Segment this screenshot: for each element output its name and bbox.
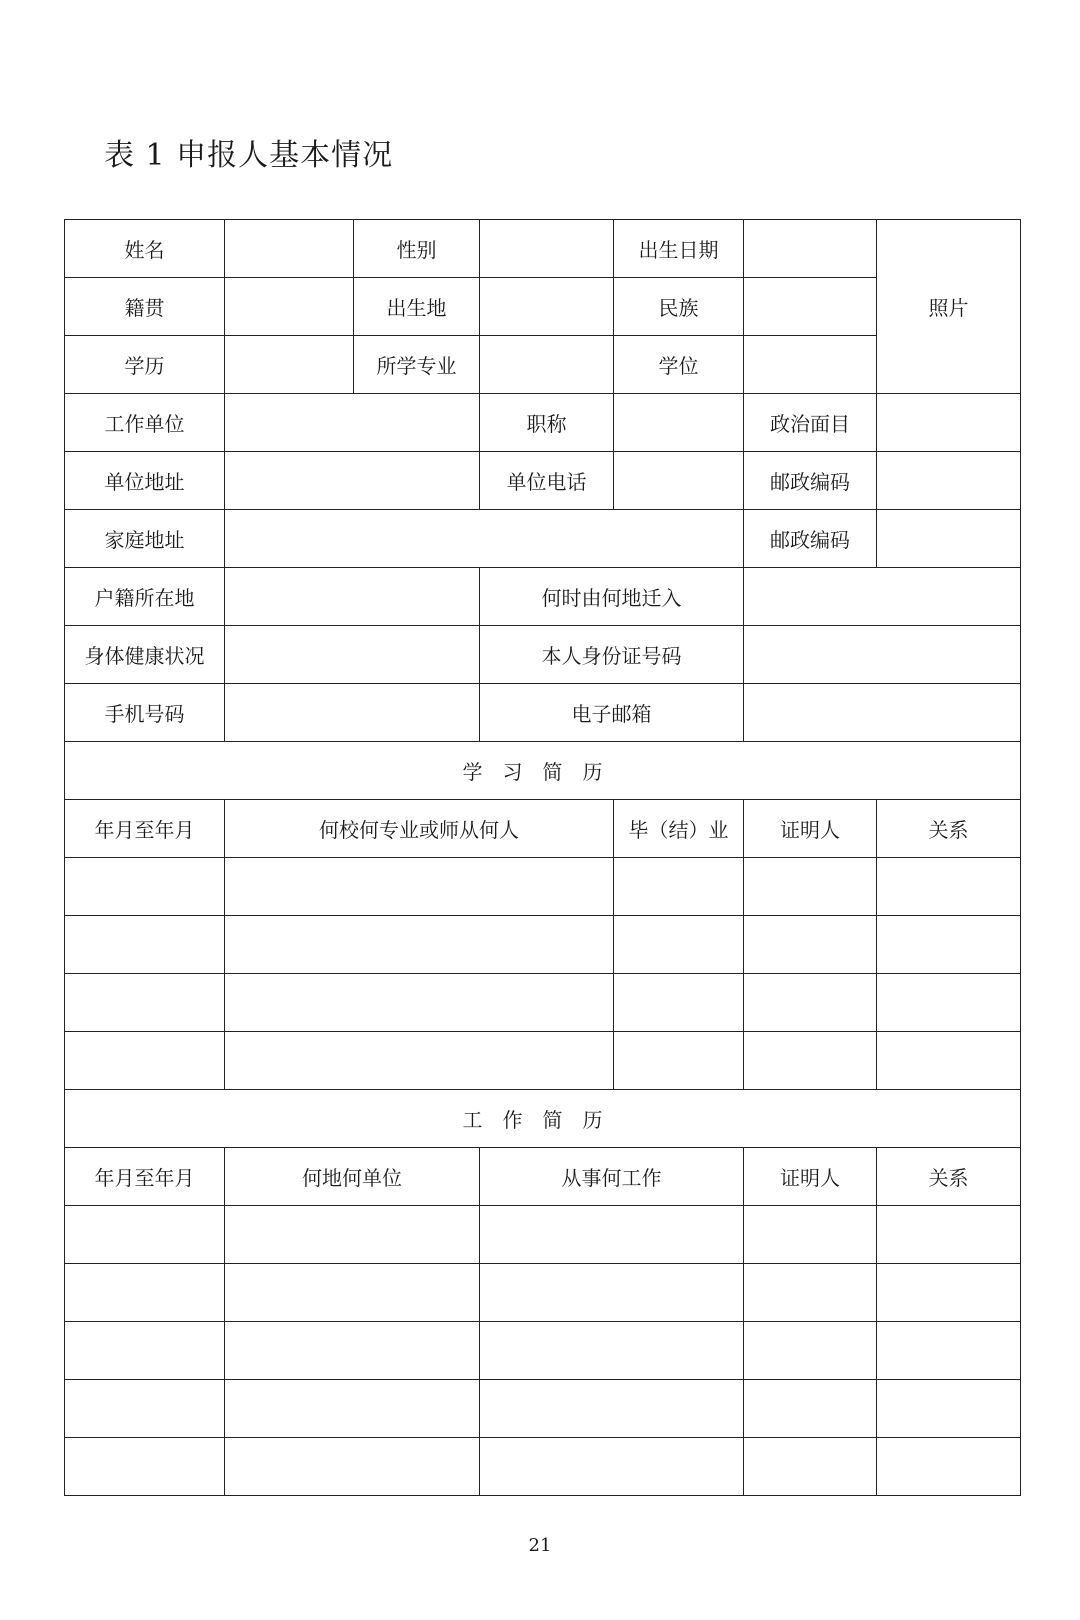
study-row [65,858,1021,916]
work-relation-cell[interactable] [877,1322,1021,1380]
study-school-cell[interactable] [225,858,614,916]
page-number: 21 [528,1535,552,1556]
work-period-cell[interactable] [65,1206,225,1264]
label-mobile: 手机号码 [65,684,225,742]
study-witness-cell[interactable] [744,1032,877,1090]
label-name: 姓名 [65,220,225,278]
study-relation-cell[interactable] [877,1032,1021,1090]
input-email[interactable] [744,684,1021,742]
work-row [65,1322,1021,1380]
input-work-unit[interactable] [225,394,480,452]
work-period-cell[interactable] [65,1264,225,1322]
study-header-period: 年月至年月 [65,800,225,858]
work-header-witness: 证明人 [744,1148,877,1206]
study-graduation-cell[interactable] [614,974,744,1032]
work-period-cell[interactable] [65,1322,225,1380]
table-row [65,626,1021,684]
study-graduation-cell[interactable] [614,858,744,916]
photo-cell: 照片 [877,220,1021,394]
label-education: 学历 [65,336,225,394]
label-id-number: 本人身份证号码 [480,626,744,684]
work-header-job: 从事何工作 [480,1148,744,1206]
label-major: 所学专业 [354,336,480,394]
work-witness-cell[interactable] [744,1438,877,1496]
work-header-relation: 关系 [877,1148,1021,1206]
applicant-info-table [64,219,1021,1496]
label-native-place: 籍贯 [65,278,225,336]
label-home-address: 家庭地址 [65,510,225,568]
work-place-cell[interactable] [225,1380,480,1438]
label-birth-date: 出生日期 [614,220,744,278]
input-title-rank[interactable] [614,394,744,452]
input-health-status[interactable] [225,626,480,684]
work-period-cell[interactable] [65,1438,225,1496]
study-period-cell[interactable] [65,916,225,974]
input-unit-phone[interactable] [614,452,744,510]
work-place-cell[interactable] [225,1264,480,1322]
input-gender[interactable] [480,220,614,278]
study-header-graduation: 毕（结）业 [614,800,744,858]
label-move-in-info: 何时由何地迁入 [480,568,744,626]
label-ethnicity: 民族 [614,278,744,336]
work-relation-cell[interactable] [877,1264,1021,1322]
work-relation-cell[interactable] [877,1438,1021,1496]
input-mobile[interactable] [225,684,480,742]
input-unit-address[interactable] [225,452,480,510]
table-row [65,452,1021,510]
study-graduation-cell[interactable] [614,916,744,974]
work-relation-cell[interactable] [877,1206,1021,1264]
input-id-number[interactable] [744,626,1021,684]
work-job-cell[interactable] [480,1322,744,1380]
work-job-cell[interactable] [480,1438,744,1496]
label-title-rank: 职称 [480,394,614,452]
work-history-heading: 工作简历 [65,1090,1021,1148]
study-relation-cell[interactable] [877,858,1021,916]
study-header-school: 何校何专业或师从何人 [225,800,614,858]
work-place-cell[interactable] [225,1438,480,1496]
label-gender: 性别 [354,220,480,278]
input-home-address[interactable] [225,510,744,568]
work-header-period: 年月至年月 [65,1148,225,1206]
work-place-cell[interactable] [225,1206,480,1264]
label-unit-phone: 单位电话 [480,452,614,510]
input-political-status[interactable] [877,394,1021,452]
table-row [65,220,1021,278]
work-witness-cell[interactable] [744,1322,877,1380]
input-birth-date[interactable] [744,220,877,278]
work-job-cell[interactable] [480,1264,744,1322]
study-witness-cell[interactable] [744,916,877,974]
study-relation-cell[interactable] [877,974,1021,1032]
table-row [65,1148,1021,1206]
work-job-cell[interactable] [480,1206,744,1264]
input-major[interactable] [480,336,614,394]
label-political-status: 政治面目 [744,394,877,452]
table-row [65,568,1021,626]
label-household-location: 户籍所在地 [65,568,225,626]
table-row [65,1090,1021,1148]
study-header-relation: 关系 [877,800,1021,858]
work-relation-cell[interactable] [877,1380,1021,1438]
input-name[interactable] [225,220,354,278]
label-email: 电子邮箱 [480,684,744,742]
input-birthplace[interactable] [480,278,614,336]
study-header-witness: 证明人 [744,800,877,858]
work-job-cell[interactable] [480,1380,744,1438]
study-period-cell[interactable] [65,1032,225,1090]
work-row [65,1206,1021,1264]
input-native-place[interactable] [225,278,354,336]
work-row [65,1264,1021,1322]
table-row [65,510,1021,568]
study-row [65,1032,1021,1090]
study-graduation-cell[interactable] [614,1032,744,1090]
work-place-cell[interactable] [225,1322,480,1380]
form-title: 表 1 申报人基本情况 [104,138,394,173]
input-move-in-info[interactable] [744,568,1021,626]
label-birthplace: 出生地 [354,278,480,336]
study-history-heading: 学习简历 [65,742,1021,800]
input-education[interactable] [225,336,354,394]
work-witness-cell[interactable] [744,1380,877,1438]
work-row [65,1438,1021,1496]
label-unit-address: 单位地址 [65,452,225,510]
table-row [65,742,1021,800]
table-row [65,800,1021,858]
input-household-location[interactable] [225,568,480,626]
work-row [65,1380,1021,1438]
study-row [65,916,1021,974]
work-period-cell[interactable] [65,1380,225,1438]
study-period-cell[interactable] [65,974,225,1032]
study-school-cell[interactable] [225,1032,614,1090]
table-row [65,684,1021,742]
study-witness-cell[interactable] [744,858,877,916]
label-postal-code-2: 邮政编码 [744,510,877,568]
work-witness-cell[interactable] [744,1206,877,1264]
label-postal-code: 邮政编码 [744,452,877,510]
label-work-unit: 工作单位 [65,394,225,452]
label-health-status: 身体健康状况 [65,626,225,684]
study-period-cell[interactable] [65,858,225,916]
study-witness-cell[interactable] [744,974,877,1032]
study-relation-cell[interactable] [877,916,1021,974]
study-school-cell[interactable] [225,916,614,974]
study-row [65,974,1021,1032]
work-header-place-unit: 何地何单位 [225,1148,480,1206]
input-degree[interactable] [744,336,877,394]
input-postal-code[interactable] [877,452,1021,510]
label-degree: 学位 [614,336,744,394]
input-ethnicity[interactable] [744,278,877,336]
table-row [65,394,1021,452]
work-witness-cell[interactable] [744,1264,877,1322]
study-school-cell[interactable] [225,974,614,1032]
input-postal-code-2[interactable] [877,510,1021,568]
